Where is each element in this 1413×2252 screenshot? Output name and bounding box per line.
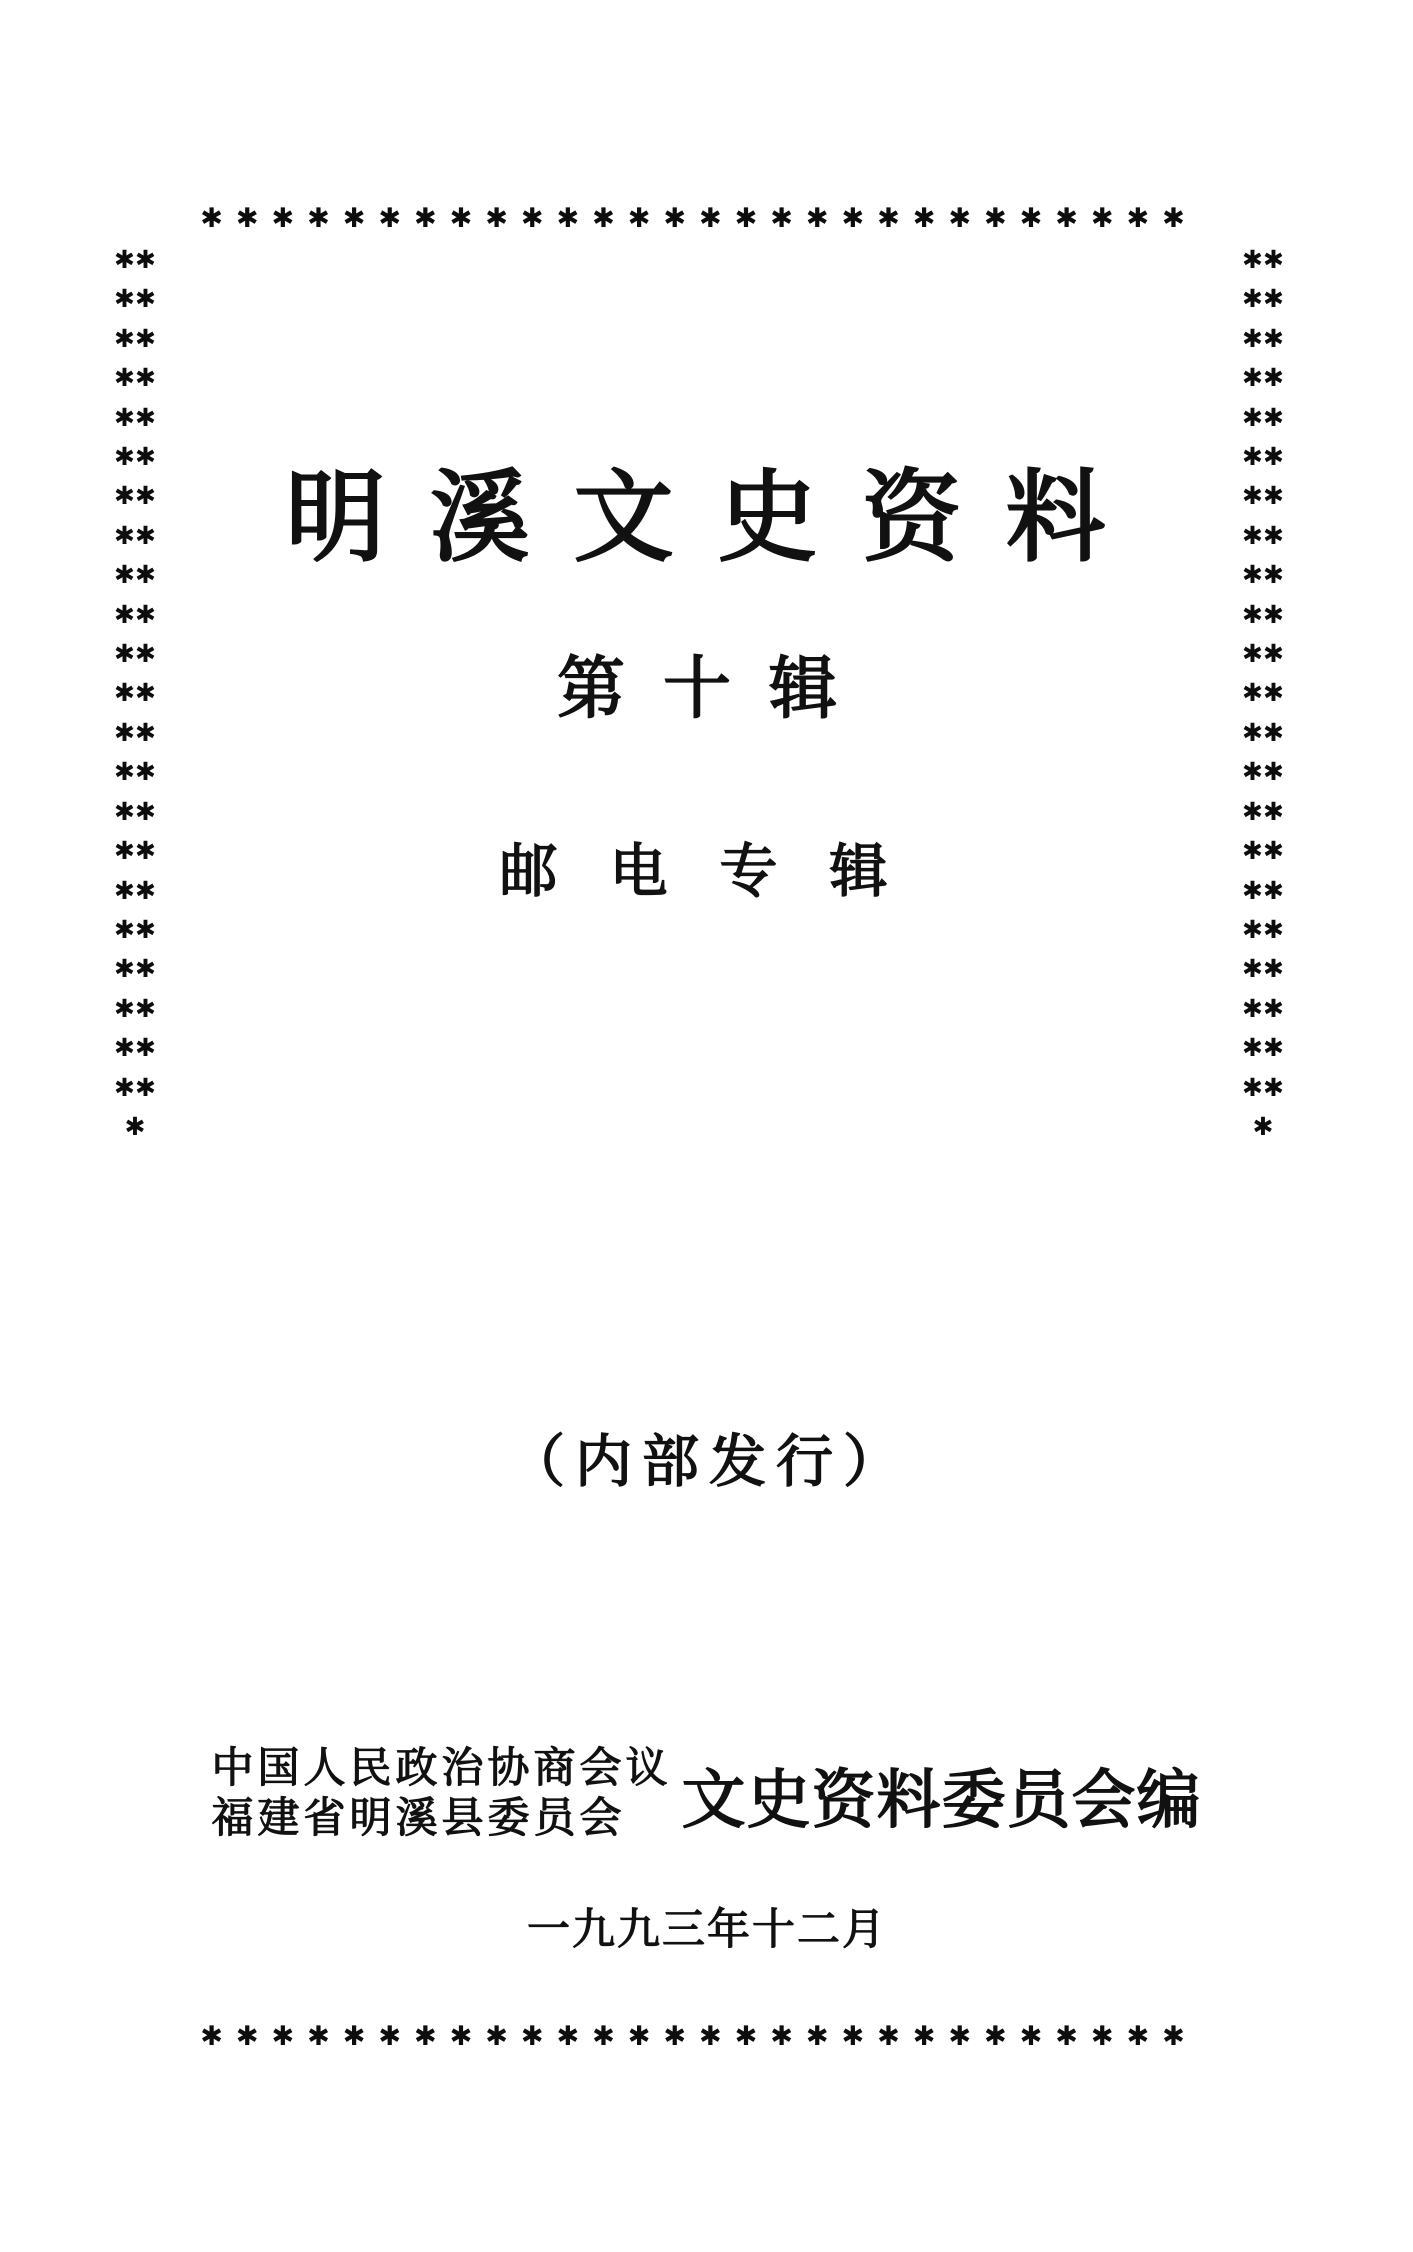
border-right-ornament-column: ✱✱✱✱✱✱✱✱✱✱✱✱✱✱✱✱✱✱✱✱✱✱✱✱✱✱✱✱✱✱✱✱✱✱✱✱✱✱✱✱✱✱✱✱✱: [1242, 245, 1284, 1141]
volume-number: 第十辑: [556, 651, 875, 727]
book-title: 明溪文史资料: [285, 463, 1150, 574]
publisher-org-line-2: 福建省明溪县委员会: [211, 1795, 626, 1842]
publisher-organization: [211, 1745, 671, 1844]
distribution-note: （内部发行）: [508, 1431, 910, 1494]
border-left-ornament-column: ✱✱✱✱✱✱✱✱✱✱✱✱✱✱✱✱✱✱✱✱✱✱✱✱✱✱✱✱✱✱✱✱✱✱✱✱✱✱✱✱✱✱✱✱✱: [114, 245, 156, 1141]
publication-date: 一九九三年十二月: [527, 1907, 887, 1954]
publisher-block: [0, 1745, 1413, 1844]
border-bottom-ornament-row: ✱✱✱✱✱✱✱✱✱✱✱✱✱✱✱✱✱✱✱✱✱✱✱✱✱✱✱✱: [200, 2021, 1198, 2052]
special-issue-subtitle: 邮电专辑: [499, 839, 940, 904]
border-top-ornament-row: ✱✱✱✱✱✱✱✱✱✱✱✱✱✱✱✱✱✱✱✱✱✱✱✱✱✱✱✱: [200, 203, 1198, 234]
publisher-org-line-1: 中国人民政治协商会议: [211, 1746, 672, 1792]
publisher-editor: 文史资料委员会编: [681, 1764, 1202, 1836]
